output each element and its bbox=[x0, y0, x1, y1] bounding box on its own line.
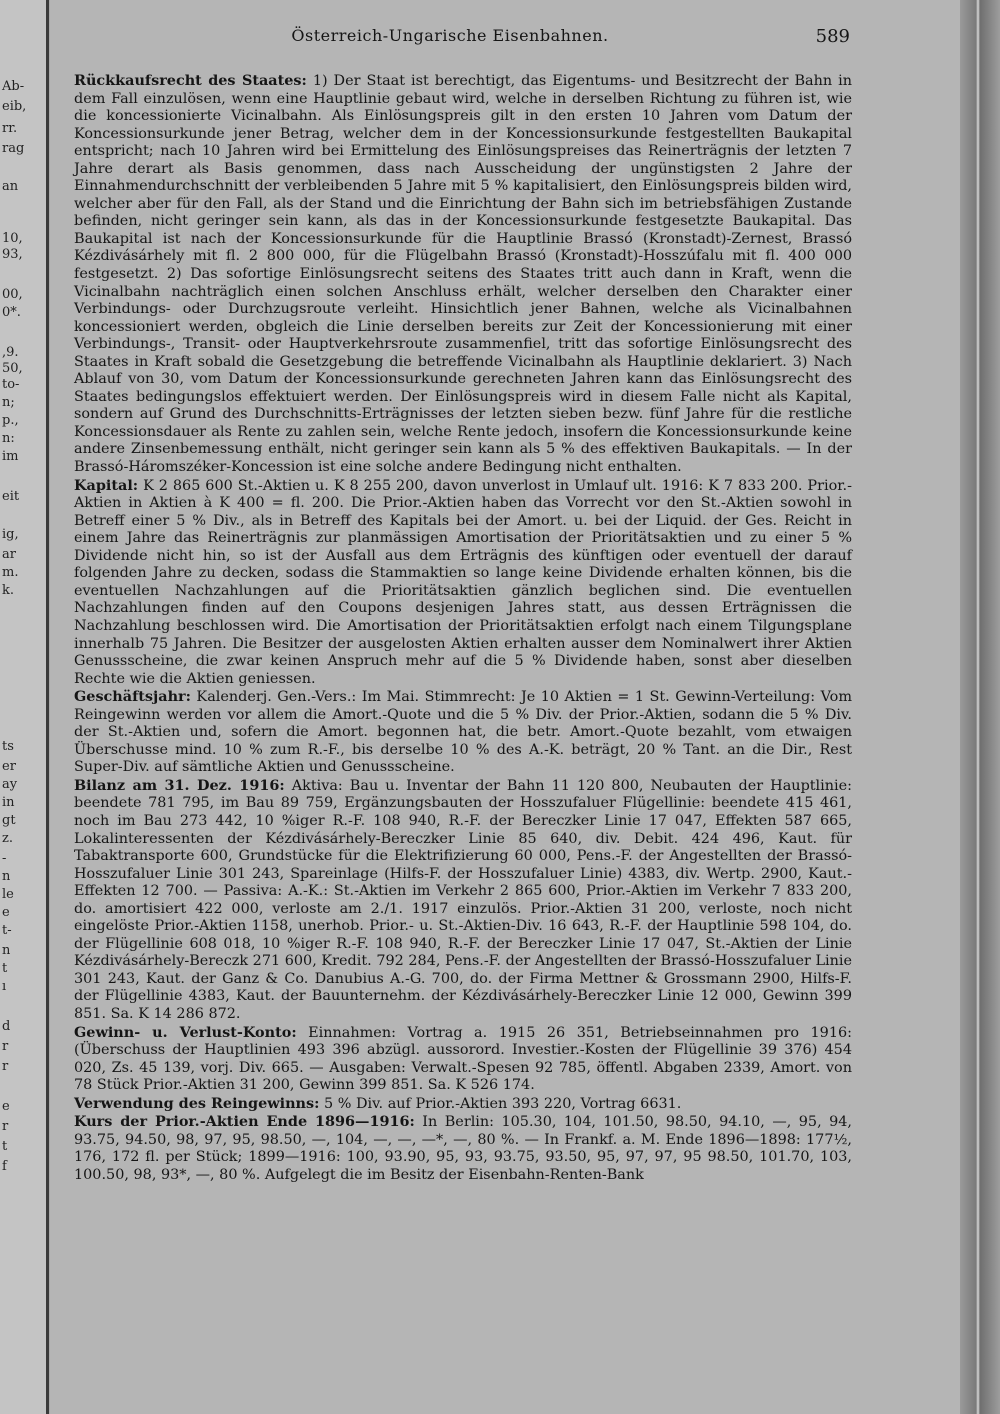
facing-page-fragment: eit bbox=[2, 489, 20, 504]
paragraph-geschaeftsjahr bbox=[74, 688, 852, 777]
paragraph-kurs bbox=[74, 1113, 852, 1184]
facing-page-fragment: gt bbox=[2, 813, 16, 828]
facing-page-fragment: 10, bbox=[2, 231, 23, 246]
paragraph-heading: Bilanz am 31. Dez. 1916: bbox=[74, 776, 285, 794]
paragraph-body: 5 % Div. auf Prior.-Aktien 393 220, Vortrag 6631. bbox=[319, 1095, 682, 1112]
facing-page-fragment: ig, bbox=[2, 527, 19, 542]
facing-page-fragment: rag bbox=[2, 141, 25, 156]
paragraph-body: K 2 865 600 St.-Aktien u. K 8 255 200, davon unverlost in Umlauf ult. 1916: K 7 833 200. Prior.-Aktien in Aktien à K 400 = fl. 200. Die Prior.-Aktien haben das Vorrecht vor den St.-Aktien sowohl in Betreff einer 5 % Div., als in Betreff des Kapitals bei der Amort. u. bei der Liquid. der Ges. Reicht in einem Jahre das Reinerträgnis zur planmässigen Amortisation der Prioritätsaktien und zu einer 5 % Dividende nicht hin, so ist der Ausfall aus dem Erträgnis des künftigen oder eventuell der darauf folgenden Jahre zu decken, sodass die Stammaktien so lange keine Dividende erhalten können, bis die eventuellen Nachzahlungen auf die Prioritätsaktien gänzlich beglichen sind. Die eventuellen Nachzahlungen finden auf den Coupons desjenigen Jahres statt, aus dessen Erträgnissen die Nachzahlung beschlossen wird. Die Amortisation der Prioritätsaktien erfolgt nach einem Tilgungsplane innerhalb 75 Jahren. Die Besitzer der ausgelosten Aktien erhalten ausser dem Nominalwert ihrer Aktien Genussscheine, die zwar keinen Anspruch mehr auf die 5 % Dividende haben, sonst aber dieselben Rechte wie die Aktien geniessen. bbox=[74, 477, 852, 687]
facing-page-fragment: 0*. bbox=[2, 305, 21, 320]
facing-page-fragment: r bbox=[2, 1119, 9, 1134]
facing-page-fragment: - bbox=[2, 851, 7, 866]
facing-page-fragment: n bbox=[2, 943, 11, 958]
facing-page-fragment: f bbox=[2, 1159, 7, 1174]
facing-page-edge bbox=[0, 0, 49, 1414]
facing-page-fragment: t bbox=[2, 961, 8, 976]
facing-page-fragment: t bbox=[2, 1139, 8, 1154]
book-spine-edge bbox=[960, 0, 1000, 1414]
paragraph-rueckkaufsrecht bbox=[74, 72, 852, 477]
paragraph-heading: Gewinn- u. Verlust-Konto: bbox=[74, 1023, 297, 1041]
paragraph-body: Kalenderj. Gen.-Vers.: Im Mai. Stimmrecht: Je 10 Aktien = 1 St. Gewinn-Verteilung: Vom Reingewinn werden vor allem die Amort.-Quote und die 5 % Div. der Prior.-Aktien, sodann die 5 % Div. der St.-Aktien und, sofern die Amort. begonnen hat, die betr. Amort.-Quote bezahlt, vom etwaigen Überschusse mind. 10 % zum R.-F., bis derselbe 10 % des A.-K. beträgt, 20 % Tant. an die Dir., Rest Super-Div. auf sämtliche Aktien und Genussscheine. bbox=[74, 689, 852, 776]
facing-page-fragment: ar bbox=[2, 547, 16, 562]
paragraph-verwendung bbox=[74, 1095, 852, 1114]
facing-page-fragment: er bbox=[2, 759, 16, 774]
facing-page-fragment: n bbox=[2, 869, 11, 884]
body-text bbox=[74, 72, 852, 1184]
facing-page-fragment: p., bbox=[2, 413, 19, 428]
paragraph-body: Einnahmen: Vortrag a. 1915 26 351, Betriebseinnahmen pro 1916: (Überschuss der Hauptlinien 493 396 abzügl. aussorord. Investier.-Kosten der Flügellinie 39 376) 454 020, Zs. 45 139, vorj. Div. 665. — Ausgaben: Verwalt.-Spesen 92 785, öffentl. Abgaben 2339, Amort. von 78 Stück Prior.-Aktien 31 200, Gewinn 399 851. Sa. K 526 174. bbox=[74, 1024, 852, 1094]
facing-page-fragment: n; bbox=[2, 395, 15, 410]
facing-page-fragment: 93, bbox=[2, 247, 23, 262]
running-header-title: Österreich-Ungarische Eisenbahnen. bbox=[291, 26, 609, 45]
facing-page-fragment: n: bbox=[2, 431, 15, 446]
facing-page-fragment: to- bbox=[2, 377, 20, 392]
facing-page-fragment: le bbox=[2, 887, 14, 902]
facing-page-fragment: e bbox=[2, 905, 10, 920]
facing-page-fragment: r bbox=[2, 1059, 9, 1074]
paragraph-body: 1) Der Staat ist berechtigt, das Eigentums- und Besitzrecht der Bahn in dem Fall einzulösen, wenn eine Hauptlinie gebaut wird, welche in derselben Richtung zu führen ist, wie die koncessionierte Vicinalbahn. Als Einlösungspreis gilt in den ersten 10 Jahren vom Datum der Koncessionsurkunde jener Betrag, welcher dem in der Koncessionsurkunde festgestellten Baukapital entspricht; nach 10 Jahren wird bei Ermittelung des Einlösungspreises das Reinerträgnis der letzten 7 Jahre derart als Basis genommen, dass nach Ausscheidung der ungünstigsten 2 Jahre der Einnahmendurchschnitt der verbleibenden 5 Jahre mit 5 % kapitalisiert, den Einlösungspreis bilden wird, welcher aber für den Fall, als der Stand und die Einrichtung der Bahn sich im betriebsfähigen Zustande befinden, nicht geringer sein kann, als das in der Koncessionsurkunde festgesetzte Baukapital. Das Baukapital ist nach der Koncessionsurkunde für die Hauptlinie Brassó (Kronstadt)-Zernest, Brassó Kézdivásárhely mit fl. 2 800 000, für die Flügelbahn Brassó (Kronstadt)-Hosszúfalu mit fl. 400 000 festgesetzt. 2) Das sofortige Einlösungsrecht seitens des Staates tritt auch dann in Kraft, wenn die Vicinalbahn nachträglich einen solchen Anschluss erhält, welcher derselben den Charakter einer Verbindungs- oder Durchzugsroute verleiht. Hinsichtlich jener Bahnen, welche als Vicinalbahnen koncessioniert werden, obgleich die Linie derselben bereits zur Zeit der Koncessionierung mit einer Verbindungs-, Transit- oder Hauptverkehrsroute zusammenfiel, tritt das sofortige Einlösungsrecht des Staates in Kraft sobald die Gesetzgebung die betreffende Vicinalbahn als Hauptlinie deklariert. 3) Nach Ablauf von 30, vom Datum der Koncessionsurkunde gerechneten Jahren kann das Einlösungsrecht des Staates bedingungslos effektuiert werden. Der Einlösungspreis wird in diesem Falle nicht als Kapital, sondern auf Grund des Durchschnitts-Erträgnisses der letzten sieben bezw. fünf Jahre für die restliche Koncessionsdauer als Rente zu zahlen sein, welche Rente jedoch, insofern die Koncessionsurkunde keine andere Zinsenbemessung enthält, nicht geringer sein kann als 5 % des effektiven Baukapitals. — In der Brassó-Háromszéker-Koncession ist eine solche andere Bedingung nicht enthalten. bbox=[74, 73, 853, 476]
facing-page-fragment: ı bbox=[2, 979, 7, 994]
facing-page-fragment: 00, bbox=[2, 287, 23, 302]
paragraph-bilanz bbox=[74, 777, 852, 1024]
page-number: 589 bbox=[815, 26, 850, 47]
facing-page-fragment: 50, bbox=[2, 361, 23, 376]
facing-page-fragment: Ab- bbox=[2, 79, 25, 94]
facing-page-fragment: z. bbox=[2, 831, 13, 846]
facing-page-fragment: t- bbox=[2, 923, 12, 938]
facing-page-fragment: rr. bbox=[2, 121, 18, 136]
paragraph-body: In Berlin: 105.30, 104, 101.50, 98.50, 94.10, —, 95, 94, 93.75, 94.50, 98, 97, 95, 98.50, —, 104, —, —, —*, —, 80 %. — In Frankf. a. M. Ende 1896—1898: 177½, 176, 172 fl. per Stück; 1899—1916: 100, 93.90, 95, 93, 93.75, 93.50, 95, 97, 97, 95 98.50, 101.70, 103, 100.50, 98, 93*, —, 80 %. Aufgelegt die im Besitz der Eisenbahn-Renten-Bank bbox=[74, 1114, 853, 1183]
paragraph-body: Aktiva: Bau u. Inventar der Bahn 11 120 800, Neubauten der Hauptlinie: beendete 781 795, im Bau 89 759, Ergänzungsbauten der Hosszufaluer Flügellinie: beendete 415 461, noch im Bau 273 442, 10 %iger R.-F. 108 940, R.-F. der Bereczker Linie 17 047, Effekten 587 665, Lokalinteressenten der Kézdivásárhely-Bereczker Linie 85 640, div. Debit. 424 496, Kaut. für Tabaktransporte 600, Grundstücke für die Elektrifizierung 60 000, Pens.-F. der Angestellten der Brassó-Hosszufaluer Linie 301 243, Spareinlage (Hilfs-F. der Hosszufaluer Linie) 4383, div. Wertp. 2900, Kaut.-Effekten 12 700. — Passiva: A.-K.: St.-Aktien im Verkehr 2 865 600, Prior.-Aktien im Verkehr 7 833 200, do. amortisiert 422 000, verloste am 2./1. 1917 einzulös. Prior.-Aktien 31 200, verloste, noch nicht eingelöste Prior.-Aktien 1158, unerhob. Prior.- u. St.-Aktien-Div. 16 643, R.-F. der Hauptlinie 598 104, do. der Flügellinie 608 018, 10 %iger R.-F. 108 940, R.-F. der Bereczker Linie 17 047, St.-Aktien der Linie Kézdivásárhely-Bereczk 271 600, Kredit. 792 284, Pens.-F. der Angestellten der Brassó-Hosszufaluer Linie 301 243, Kaut. der Ganz & Co. Danubius A.-G. 700, do. der Firma Mettner & Grossmann 2900, Hilfs-F. der Flügellinie 4383, Kaut. der Bauunternehm. der Kézdivásárhely-Bereczker Linie 12 000, Gewinn 399 851. Sa. K 14 286 872. bbox=[74, 777, 852, 1022]
paragraph-kapital bbox=[74, 477, 852, 689]
facing-page-fragment: ,9. bbox=[2, 345, 19, 360]
facing-page-fragment: d bbox=[2, 1019, 11, 1034]
facing-page-fragment: e bbox=[2, 1099, 10, 1114]
facing-page-fragment: in bbox=[2, 795, 15, 810]
running-header bbox=[50, 26, 850, 48]
facing-page-fragment: im bbox=[2, 449, 19, 464]
paragraph-heading: Kapital: bbox=[74, 476, 139, 494]
facing-page-fragment: an bbox=[2, 179, 19, 194]
facing-page-fragment: eib, bbox=[2, 99, 27, 114]
facing-page-fragment: r bbox=[2, 1039, 9, 1054]
facing-page-fragment: ts bbox=[2, 739, 14, 754]
paragraph-heading: Rückkaufsrecht des Staates: bbox=[74, 72, 307, 89]
paragraph-heading: Geschäftsjahr: bbox=[74, 688, 191, 706]
paragraph-heading: Kurs der Prior.-Aktien Ende 1896—1916: bbox=[74, 1113, 415, 1131]
facing-page-fragment: ay bbox=[2, 777, 18, 792]
facing-page-fragment: k. bbox=[2, 583, 15, 598]
paragraph-gewinn-verlust bbox=[74, 1024, 852, 1095]
facing-page-fragment: m. bbox=[2, 565, 19, 580]
paragraph-heading: Verwendung des Reingewinns: bbox=[74, 1094, 320, 1112]
